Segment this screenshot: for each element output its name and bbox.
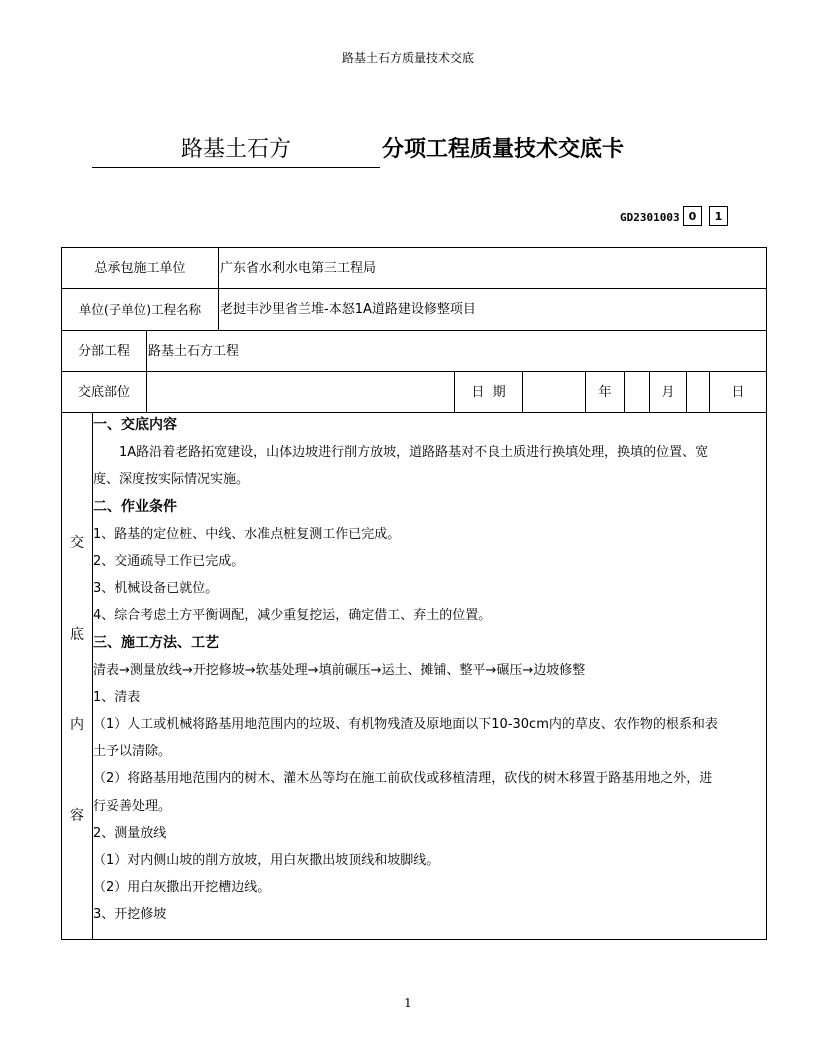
col-divider (522, 371, 523, 412)
list-item: 2、交通疏导工作已完成。 (93, 553, 245, 569)
code-box-2: 1 (709, 206, 728, 226)
list-item: 4、综合考虑土方平衡调配，减少重复挖运，确定借工、弃土的位置。 (93, 608, 492, 624)
month-label: 月 (661, 385, 675, 400)
division-label: 分部工程 (77, 344, 130, 359)
document-code: GD2301003 (620, 211, 680, 224)
paragraph: （2）将路基用地范围内的树木、灌木丛等均在施工前砍伐或移植清理，砍伐的树木移置于路基用地之外，进 (93, 771, 713, 787)
project-name-label: 单位(子单位)工程名称 (78, 302, 202, 317)
paragraph: （1）人工或机械将路基用地范围内的垃圾、有机物残渣及原地面以下10-30cm内的草皮、农作物的根系和表 (93, 717, 718, 733)
date-label: 日 期 (471, 385, 506, 400)
paragraph: 1A路沿着老路拓宽建设，山体边坡进行削方放坡，道路路基对不良土质进行换填处理，换填的位置、宽 (119, 445, 709, 461)
page-number: 1 (404, 996, 412, 1010)
side-label-char: 内 (70, 717, 84, 733)
side-label-char: 容 (70, 808, 84, 824)
list-item: 2、测量放线 (93, 825, 167, 841)
location-label: 交底部位 (77, 385, 130, 400)
project-title: 路基土石方 (92, 133, 380, 168)
section-title: 二、作业条件 (93, 498, 177, 515)
briefing-content (93, 412, 763, 929)
day-label: 日 (731, 385, 745, 400)
card-title: 分项工程质量技术交底卡 (382, 137, 625, 162)
contractor-value: 广东省水利水电第三工程局 (220, 261, 377, 276)
paragraph: （2）用白灰撒出开挖槽边线。 (93, 880, 271, 896)
section-title: 三、施工方法、工艺 (93, 634, 219, 651)
paragraph: 度、深度按实际情况实施。 (93, 472, 250, 488)
paragraph: （1）对内侧山坡的削方放坡，用白灰撒出坡顶线和坡脚线。 (93, 853, 440, 868)
paragraph: 行妥善处理。 (93, 798, 172, 814)
list-item: 3、开挖修坡 (93, 907, 167, 923)
year-label: 年 (598, 385, 612, 400)
col-divider (624, 371, 625, 412)
list-item: 1、路基的定位桩、中线、水准点桩复测工作已完成。 (93, 526, 401, 542)
list-item: 1、清表 (93, 689, 141, 705)
side-label-char: 交 (70, 535, 84, 551)
paragraph: 土予以清除。 (93, 744, 172, 760)
process-flow: 清表→测量放线→开挖修坡→软基处理→填前碾压→运土、摊铺、整平→碾压→边坡修整 (93, 662, 586, 678)
project-name-value: 老挝丰沙里省兰堆-本怒1A道路建设修整项目 (220, 302, 476, 317)
side-label-char: 底 (70, 627, 84, 643)
list-item: 3、机械设备已就位。 (93, 581, 219, 597)
col-divider (686, 371, 687, 412)
col-divider (146, 330, 147, 412)
section-title: 一、交底内容 (93, 417, 177, 433)
running-header: 路基土石方质量技术交底 (341, 51, 474, 65)
division-value: 路基土石方工程 (148, 344, 240, 359)
col-divider (218, 247, 219, 330)
code-box-1: 0 (683, 206, 702, 226)
contractor-label: 总承包施工单位 (94, 261, 186, 276)
